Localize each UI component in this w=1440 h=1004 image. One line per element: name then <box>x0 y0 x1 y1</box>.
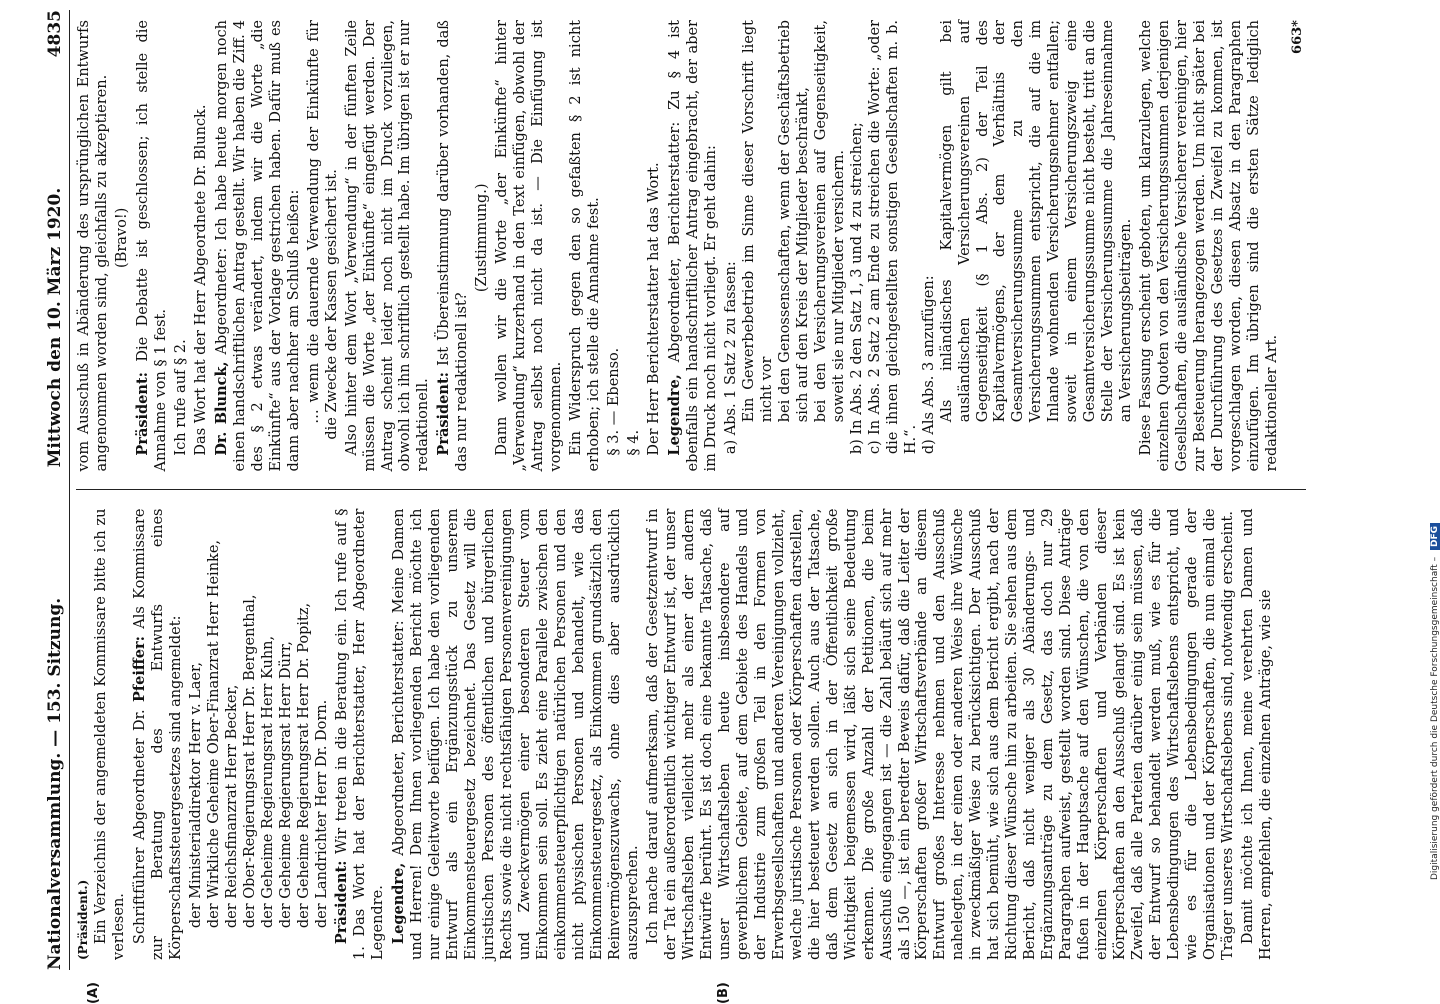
list-item: der Geheime Regierungsrat Herr Dr. Popitz, <box>295 602 312 929</box>
paragraph: Also hinter dem Wort „Verwendung“ in der fünften Zeile müssen die Worte „der Einkünfte“ eingefügt werden. Der Antrag scheint leider noch nicht im Druck vorzuliegen, obwohl ich ihn schriftlich gestellt habe. Im übrigen ist er nur redaktionell. <box>343 20 432 472</box>
speaker-name: Pfeiffer: <box>130 636 148 703</box>
paragraph <box>333 509 388 961</box>
list-item: der Ministerialdirektor Herr v. Laer, <box>187 662 204 929</box>
paragraph <box>213 20 304 472</box>
list-item: der Geheime Regierungsrat Herr Dürr, <box>277 641 294 929</box>
paragraph <box>435 20 472 472</box>
paragraph <box>134 20 171 472</box>
left-column <box>76 499 1306 1004</box>
page-number: 4835 <box>44 10 65 58</box>
reaction: (Bravo!) <box>113 207 130 268</box>
list-item: der Ober-Regierungsrat Herr Dr. Bergenthal, <box>241 594 258 929</box>
paragraph: Das Wort hat der Herr Abgeordnete Dr. Blunck. <box>192 104 209 456</box>
paragraph <box>390 509 643 961</box>
speech-text: Als Kommissare zur Beratung des Entwurfs eines Körperschaftssteuergesetzes sind angemeldet: <box>131 508 184 960</box>
speech-text: Abgeordneter, Berichterstatter: Meine Damen und Herren! Dem Ihnen vorliegenden Bericht möchte ich nur einige Geleitworte beifügen. Ich habe den vorliegenden Entwurf als ein Ergänzungsstück zu unserem Einkommensteuergesetz bezeichnet. Das Gesetz will die juristischen Personen des öffentlichen und bürgerlichen Rechts sowie die nicht rechtsfähigen Personenvereinigungen und Zweckvermögen einer besonderen Steuer vom Einkommen sein soll. Es zieht eine Parallele zwischen den einkommensteuerpflichtigen natürlichen Personen und den nicht physischen Personen und behandelt, wie das Einkommensteuergesetz, als Einkommen grundsätzlich den Reinvermögenszuwachs, ohne dies aber ausdrücklich auszusprechen. <box>391 508 641 960</box>
paragraph: Ich mache darauf aufmerksam, daß der Gesetzentwurf in der Tat ein außerordentlich wichtiger Entwurf ist, der unser Wirtschaftsleben vielleicht mehr als einer der andern Entwürfe berührt. Es ist doch eine bekannte Tatsache, daß unser Wirtschaftsleben heute insbesondere auf gewerblichem Gebiete, auf dem Gebiete des Handels und der Industrie zum großen Teil in den Formen von Erwerbsgesellschaften und anderen Vereinigungen vollzieht, welche juristische Personen oder Körperschaften darstellen, die hier besteuert werden sollen. Auch aus der Tatsache, daß dem Gesetz an sich in der Öffentlichkeit große Wichtigkeit beigemessen wird, läßt sich seine Bedeutung erkennen. Die große Anzahl der Petitionen, die beim Ausschuß eingegangen ist — die Zahl beläuft sich auf mehr als 150 —, ist ein beredter Beweis dafür, daß die Leiter der Körperschaften großer Wirtschaftsverbände an diesem Entwurf großes Interesse nehmen und den Ausschuß nahelegten, in der einen oder anderen Weise ihre Wünsche in zweckmäßiger Weise zu berücksichtigen. Der Ausschuß hat sich bemüht, wie sich aus dem Bericht ergibt, nach der Richtung dieser Wünsche hin zu arbeiten. Sie sehen aus dem Bericht, daß nicht weniger als 30 Abänderungs- und Ergänzungsanträge zu dem Gesetz, das doch nur 29 Paragraphen aufweist, gestellt worden sind. Diese Anträge fußen in der Hauptsache auf den Wünschen, die von den einzelnen Körperschaften und Verbänden dieser Körperschaften an den Ausschuß gelangt sind. Es ist kein Zweifel, daß alle Parteien darüber einig sein müssen, daß der Entwurf so behandelt werden muß, wie es für die Lebensbedingungen des Wirtschaftslebens entspricht, und wie es für die Lebensbedingungen gerade der Organisationen und der Körperschaften, die nun einmal die Träger unseres Wirtschaftslebens sind, notwendig erscheint. <box>644 508 1236 960</box>
paragraph: Ein Widerspruch gegen den so gefaßten § 2 ist nicht erhoben; ich stelle die Annahme fest. <box>568 20 603 472</box>
paragraph: Damit möchte ich Ihnen, meine verehrten Damen und Herren, empfehlen, die einzelnen Anträge, wie sie <box>1239 508 1274 960</box>
dfg-credit <box>1430 523 1440 880</box>
paragraph <box>131 509 186 961</box>
speech-text: Die Debatte ist geschlossen; ich stelle die Annahme von § 1 fest. <box>134 20 169 472</box>
list-item: bei den Genossenschaften, wenn der Geschäftsbetrieb sich auf den Kreis der Mitglieder beschränkt, <box>776 20 811 423</box>
margin-marker-b: (B) <box>716 982 731 1004</box>
page-header <box>40 10 70 970</box>
speaker-intro: Schriftführer Abgeordneter Dr. <box>131 709 148 945</box>
speech-text: Wir treten in die Beratung ein. Ich rufe auf § 1. Das Wort hat der Berichterstatter, Herr Abgeordneter Legendre. <box>334 508 387 960</box>
speech-text: Abgeordneter: Ich habe heute morgen noch einen handschriftlichen Antrag gestellt. Wir haben die Ziff. 4 des § 2 etwas verändert, indem wir die Worte „die Einkünfte“ aus der Vorlage gestrichen haben. Dafür muß es dann aber nachher am Schluß heißen: <box>213 20 302 472</box>
list-item: d) Als Abs. 3 anzufügen: <box>920 275 937 455</box>
list-item: der Landrichter Herr Dr. Dorn. <box>313 699 330 929</box>
speaker-bracket: (Präsident.) <box>76 879 90 960</box>
speech-text: Abgeordneter, Berichterstatter: Zu § 4 ist ebenfalls ein handschriftlicher Antrag eingebracht, der aber im Druck noch nicht vorliegt. Er geht dahin: <box>667 20 719 472</box>
list-item: Als inländisches Kapitalvermögen gilt bei ausländischen Versicherungsvereinen auf Gegenseitigkeit (§ 1 Abs. 2) der Teil des Kapitalvermögens, der dem Verhältnis der Gesamtversicherungssumme zu den Versicherungssummen entspricht, die auf die im Inlande wohnenden Versicherungsnehmer entfallen; soweit in einem Versicherungszweig eine Gesamtversicherungssumme nicht besteht, tritt an die Stelle der Versicherungssumme die Jahreseinnahme an Versicherungsbeiträgen. <box>938 20 1135 423</box>
list-item: Ein Gewerbebetrieb im Sinne dieser Vorschrift liegt nicht vor <box>740 20 775 423</box>
dfg-credit-text: Digitalisierung gefördert durch die Deutsche Forschungsgemeinschaft – <box>1430 556 1440 880</box>
speaker-name: Dr. Blunck, <box>212 361 230 456</box>
column-divider <box>76 490 1306 491</box>
reaction: (Zustimmung.) <box>474 183 491 293</box>
paragraph: Diese Fassung erscheint geboten, um klarzulegen, welche einzelnen Quoten von den Versicherungssummen derjenigen Gesellschaften, die ausländische Versicherer vereinigen, hier zur Besteuerung herangezogen werden. Um nicht später bei der Durchführung des Gesetzes in Zweifel zu kommen, ist vorgeschlagen worden, diesen Absatz in den Paragraphen einzufügen. Im übrigen sind die ersten Sätze lediglich redaktioneller Art. <box>1138 20 1280 472</box>
signature-number: 663* <box>1289 20 1305 54</box>
margin-marker-a: (A) <box>86 982 101 1004</box>
header-left: Nationalversammlung. — 153. Sitzung. <box>44 597 65 970</box>
paragraph: Ein Verzeichnis der angemeldeten Kommissare bitte ich zu verlesen. <box>92 508 127 960</box>
speaker-name: Präsident: <box>435 372 453 456</box>
list-item: der Geheime Regierungsrat Herr Kuhn, <box>259 635 276 929</box>
speaker-name: Legendre, <box>390 862 408 945</box>
paragraph: Dann wollen wir die Worte „der Einkünfte“ hinter „Verwendung“ kurzerhand in den Text einfügen, obwohl der Antrag selbst noch nicht da ist. — Die Einfügung ist vorgenommen. <box>494 20 565 472</box>
speech-text: Ist Übereinstimmung darüber vorhanden, daß das nur redaktionell ist? <box>436 20 471 472</box>
list-item: b) In Abs. 2 den Satz 1, 3 und 4 zu streichen; <box>848 122 865 455</box>
paragraph: § 4. <box>626 429 643 456</box>
amendment-list <box>723 20 1136 472</box>
paragraph: Ich rufe auf § 2. <box>172 339 189 456</box>
dfg-logo: DFG <box>1430 523 1440 550</box>
paragraph <box>666 20 721 472</box>
list-item: der Wirkliche Geheime Ober-Finanzrat Herr Heinke, <box>205 539 222 929</box>
list-item: der Reichsfinanzrat Herr Becker, <box>223 684 240 929</box>
paragraph: Der Herr Berichterstatter hat das Wort. <box>646 162 663 456</box>
commissioner-list <box>188 509 332 961</box>
quoted-text: … wenn die dauernde Verwendung der Einkünfte für die Zwecke der Kassen gesichert ist. <box>305 20 340 440</box>
rotated-document-page <box>40 10 1370 1004</box>
list-item: bei den Versicherungsvereinen auf Gegenseitigkeit, soweit sie nur Mitglieder versichern. <box>812 20 847 423</box>
two-column-body <box>76 10 1306 1004</box>
list-item: a) Abs. 1 Satz 2 zu fassen: <box>722 261 739 455</box>
paragraph: vom Ausschuß in Abänderung des ursprünglichen Entwurfs angenommen worden sind, gleichfalls zu akzeptieren. <box>76 20 110 472</box>
paragraph: § 3. — Ebenso. <box>606 347 623 456</box>
header-date: Mittwoch den 10. März 1920. <box>44 187 65 468</box>
speaker-name: Legendre, <box>666 374 684 456</box>
right-column <box>76 10 1306 482</box>
speaker-name: Präsident: <box>333 860 351 945</box>
speaker-name: Präsident: <box>133 372 151 456</box>
list-item: c) In Abs. 2 Satz 2 am Ende zu streichen die Worte: „oder die ihnen gleichgestellten sonstigen Gesellschaften m. b. H.“. <box>866 20 919 455</box>
